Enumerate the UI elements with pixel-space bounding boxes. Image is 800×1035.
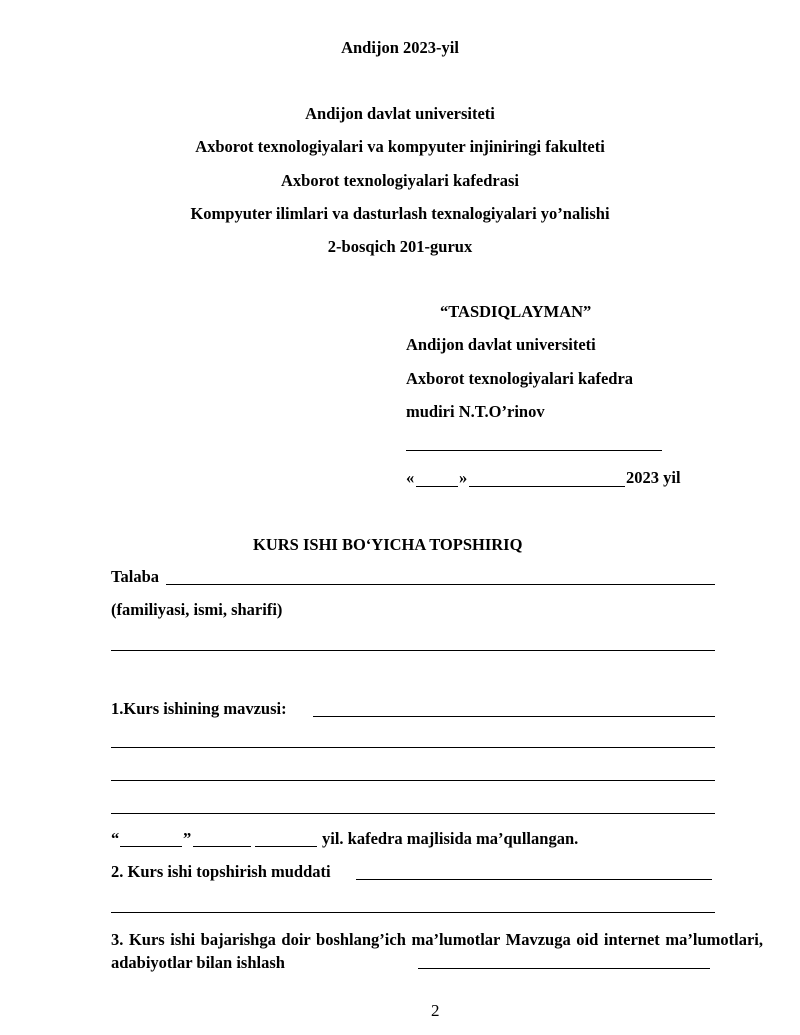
deadline-line — [111, 912, 715, 913]
blank-line — [111, 650, 715, 651]
topic-line — [111, 747, 715, 748]
direction-name: Kompyuter ilimlari va dasturlash texnalogiyalari yo’nalishi — [190, 204, 610, 223]
deadline-line — [356, 879, 712, 880]
approved-year-line — [255, 846, 317, 847]
group-name: 2-bosqich 201-gurux — [327, 237, 473, 256]
city-year: Andijon 2023-yil — [341, 38, 459, 57]
initial-data-line — [418, 968, 710, 969]
approval-date-mid: » — [459, 468, 468, 487]
task-title: KURS ISHI BO‘YICHA TOPSHIRIQ — [253, 535, 523, 554]
student-line — [166, 584, 715, 585]
university-name: Andijon davlat universiteti — [305, 104, 495, 123]
approved-close-quote: ” — [183, 829, 192, 848]
approval-head: mudiri N.T.O’rinov — [406, 402, 545, 421]
approval-university: Andijon davlat universiteti — [406, 335, 596, 354]
date-day-line — [416, 486, 458, 487]
approval-date-open: « — [406, 468, 415, 487]
topic-line — [111, 780, 715, 781]
approved-month-line — [193, 846, 251, 847]
page-number: 2 — [431, 1001, 440, 1020]
topic-line — [313, 716, 715, 717]
approval-department: Axborot texnologiyalari kafedra — [406, 369, 634, 388]
department-name: Axborot texnologiyalari kafedrasi — [280, 171, 520, 190]
initial-data-text: 3. Kurs ishi bajarishga doir boshlang’ich ma’lumotlar Mavzuga oid internet ma’lumotlari, adabiyotlar bilan ishlash — [111, 930, 763, 972]
deadline-label: 2. Kurs ishi topshirish muddati — [111, 862, 331, 881]
date-month-line — [469, 486, 625, 487]
approval-title: “TASDIQLAYMAN” — [440, 302, 592, 321]
approved-open-quote: “ — [111, 829, 120, 848]
approved-text: yil. kafedra majlisida ma’qullangan. — [322, 829, 579, 848]
topic-line — [111, 813, 715, 814]
approved-day-line — [120, 846, 182, 847]
student-hint: (familiyasi, ismi, sharifi) — [111, 600, 283, 619]
topic-label: 1.Kurs ishining mavzusi: — [111, 699, 287, 718]
signature-line — [406, 450, 662, 451]
faculty-name: Axborot texnologiyalari va kompyuter injiniringi fakulteti — [195, 137, 605, 156]
approval-date-year: 2023 yil — [626, 468, 681, 487]
student-label: Talaba — [111, 567, 160, 586]
